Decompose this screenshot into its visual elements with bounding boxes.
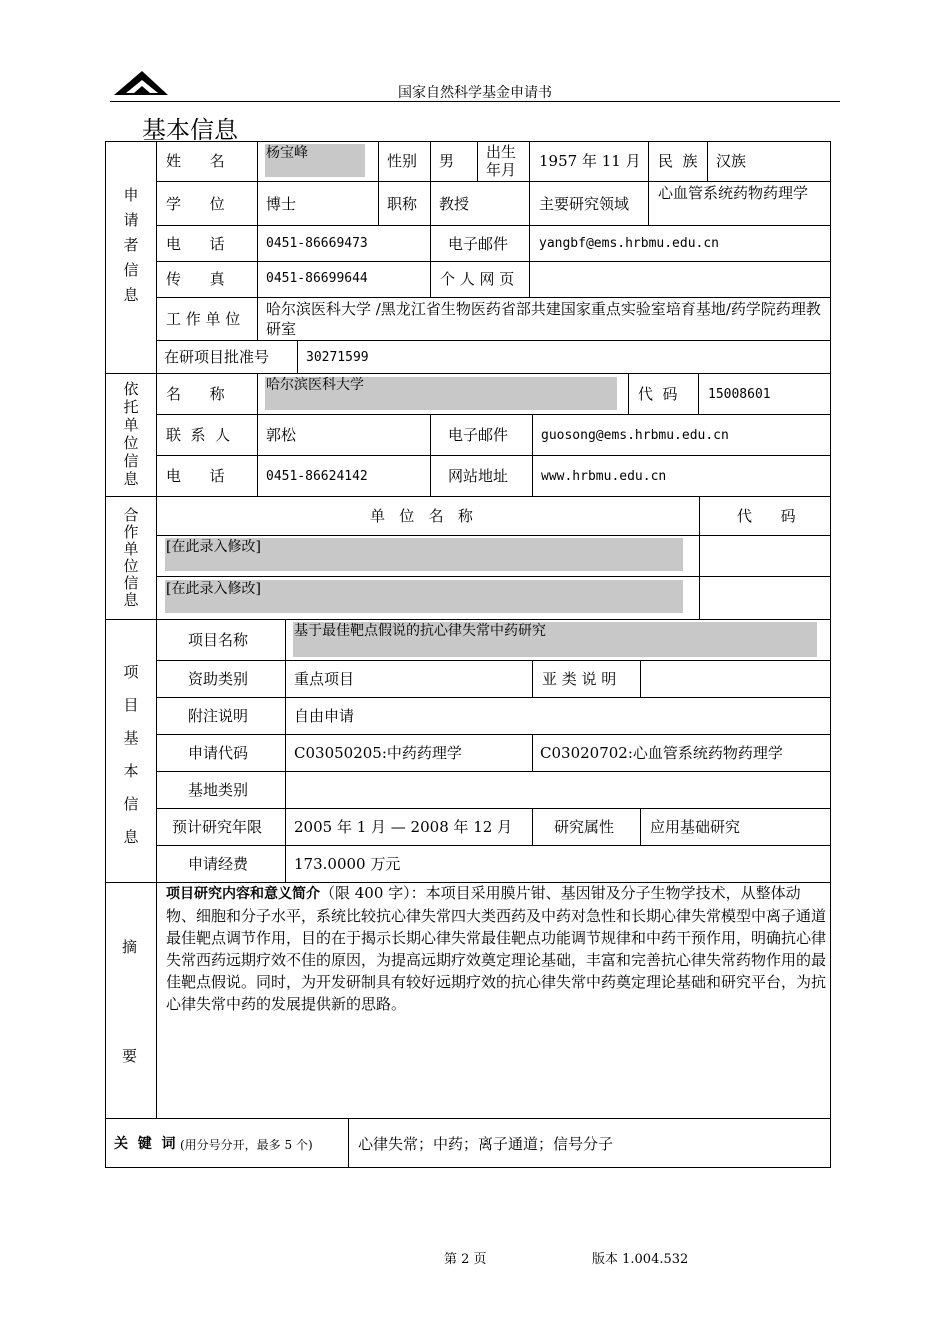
- budget-value: 173.0000 万元: [294, 855, 401, 873]
- gender-label: 性别: [387, 152, 418, 170]
- workplace-value: 哈尔滨医科大学 /黑龙江省生物医药省部共建国家重点实验室培育基地/药学院药理教研室: [266, 300, 821, 338]
- field-value: 心血管系统药物药理学: [658, 184, 809, 202]
- coop-row-2-name: [在此录入修改]: [166, 581, 261, 597]
- host-code-label: 代 码: [638, 385, 678, 403]
- website-label: 个 人 网 页: [440, 270, 515, 288]
- abstract-label-top: 摘: [122, 938, 138, 956]
- host-email-value: guosong@ems.hrbmu.edu.cn: [541, 428, 729, 443]
- project-no-value-cell[interactable]: [297, 340, 831, 374]
- coop-row-1-name: [在此录入修改]: [166, 539, 261, 555]
- keywords-hint: (用分号分开，最多 5 个): [180, 1138, 313, 1152]
- host-name-label: 名 称: [166, 385, 225, 403]
- host-contact-label: 联 系 人: [166, 426, 231, 444]
- note-value: 自由申请: [294, 707, 355, 725]
- apply-code-label: 申请代码: [188, 744, 249, 762]
- apply-code-2: C03020702:心血管系统药物药理学: [540, 744, 783, 762]
- fax-value: 0451-86699644: [266, 271, 368, 286]
- ethnicity-label: 民 族: [658, 152, 698, 170]
- applicant-name: 杨宝峰: [266, 145, 308, 161]
- abstract-body: 本项目采用膜片钳、基因钳及分子生物学技术，从整体动物、细胞和分子水平，系统比较抗心律失常四大类西药及中药对急性和长期心律失常模型中离子通道最佳靶点调节作用，目的在于揭示长期心律失常最佳靶点功能调节规律和中药干预作用，明确抗心律失常西药远期疗效不佳的原因，为提高远期疗效奠定理论基础，丰富和完善抗心律失常药物作用的最佳靶点假说。同时，为开发研制具有较好远期疗效的抗心律失常中药奠定理论基础和研究平台，为抗心律失常中药的发展提供新的思路。: [166, 884, 827, 1013]
- website-value-cell[interactable]: [529, 261, 831, 298]
- attr-value: 应用基础研究: [650, 818, 741, 836]
- degree-value: 博士: [266, 195, 297, 213]
- host-name-value: 哈尔滨医科大学: [266, 377, 364, 393]
- attr-label: 研究属性: [554, 818, 615, 836]
- ethnicity-value: 汉族: [716, 152, 747, 170]
- apply-code-1: C03050205:中药药理学: [294, 744, 462, 762]
- fax-label: 传 真: [166, 270, 225, 288]
- keywords-value: 心律失常；中药；离子通道；信号分子: [358, 1135, 614, 1153]
- host-site-value: www.hrbmu.edu.cn: [541, 469, 667, 484]
- period-label: 预计研究年限: [172, 818, 263, 836]
- base-label: 基地类别: [188, 781, 249, 799]
- abstract-label-cell: [105, 882, 157, 1119]
- base-value-cell[interactable]: [285, 771, 831, 809]
- host-phone-value: 0451-86624142: [266, 469, 368, 484]
- project-no-label: 在研项目批准号: [164, 348, 270, 366]
- host-code-value: 15008601: [708, 387, 771, 402]
- coop-code-header: 代 码: [737, 507, 796, 525]
- fund-type-value: 重点项目: [294, 670, 355, 688]
- header-rule: [110, 101, 840, 102]
- note-value-cell[interactable]: [285, 697, 831, 735]
- abstract-heading: 项目研究内容和意义简介: [166, 886, 320, 902]
- host-site-label: 网站地址: [448, 467, 509, 485]
- project-name-label: 项目名称: [188, 631, 249, 649]
- subclass-label: 亚 类 说 明: [542, 670, 617, 688]
- degree-label: 学 位: [166, 195, 225, 213]
- period-value: 2005 年 1 月 — 2008 年 12 月: [294, 818, 513, 836]
- phone-value: 0451-86669473: [266, 236, 368, 251]
- coop-group-label: 合作单位信息: [123, 506, 139, 609]
- section-title: 基本信息: [142, 116, 238, 144]
- gender-value: 男: [439, 152, 455, 170]
- email-label: 电子邮件: [448, 235, 509, 253]
- workplace-label: 工 作 单 位: [166, 310, 241, 328]
- name-label: 姓 名: [166, 152, 225, 170]
- host-group-label: 依托单位信息: [123, 380, 139, 488]
- subclass-value-cell[interactable]: [640, 660, 831, 698]
- phone-label: 电 话: [166, 235, 225, 253]
- project-no-value: 30271599: [306, 350, 369, 365]
- abstract-limit: （限 400 字）：: [320, 884, 426, 902]
- note-label: 附注说明: [188, 707, 249, 725]
- version-label: 版本 1.004.532: [592, 1252, 689, 1267]
- coop-row-2-code-cell[interactable]: [699, 576, 831, 620]
- applicant-group-label: 申请者信息: [123, 186, 139, 304]
- host-phone-label: 电 话: [166, 467, 225, 485]
- keywords-label: 关 键 词: [114, 1136, 176, 1152]
- project-name-value: 基于最佳靶点假说的抗心律失常中药研究: [294, 623, 546, 639]
- coop-row-1-code-cell[interactable]: [699, 535, 831, 577]
- email-value: yangbf@ems.hrbmu.edu.cn: [539, 236, 720, 251]
- document-header-title: 国家自然科学基金申请书: [398, 85, 552, 101]
- birth-value: 1957 年 11 月: [539, 152, 641, 170]
- abstract-label-bottom: 要: [122, 1047, 138, 1065]
- title-label: 职称: [387, 195, 418, 213]
- host-contact-value: 郭松: [266, 426, 297, 444]
- birth-label: 出生年月: [486, 143, 517, 179]
- field-label: 主要研究领域: [539, 195, 630, 213]
- fund-type-label: 资助类别: [188, 670, 249, 688]
- coop-unit-header: 单 位 名 称: [370, 507, 473, 525]
- budget-label: 申请经费: [188, 855, 249, 873]
- host-email-label: 电子邮件: [448, 426, 509, 444]
- page-number: 第 2 页: [444, 1252, 487, 1267]
- abstract-text-block: [166, 882, 826, 1015]
- project-group-label: 项目基本信息: [123, 663, 139, 846]
- title-value: 教授: [439, 195, 470, 213]
